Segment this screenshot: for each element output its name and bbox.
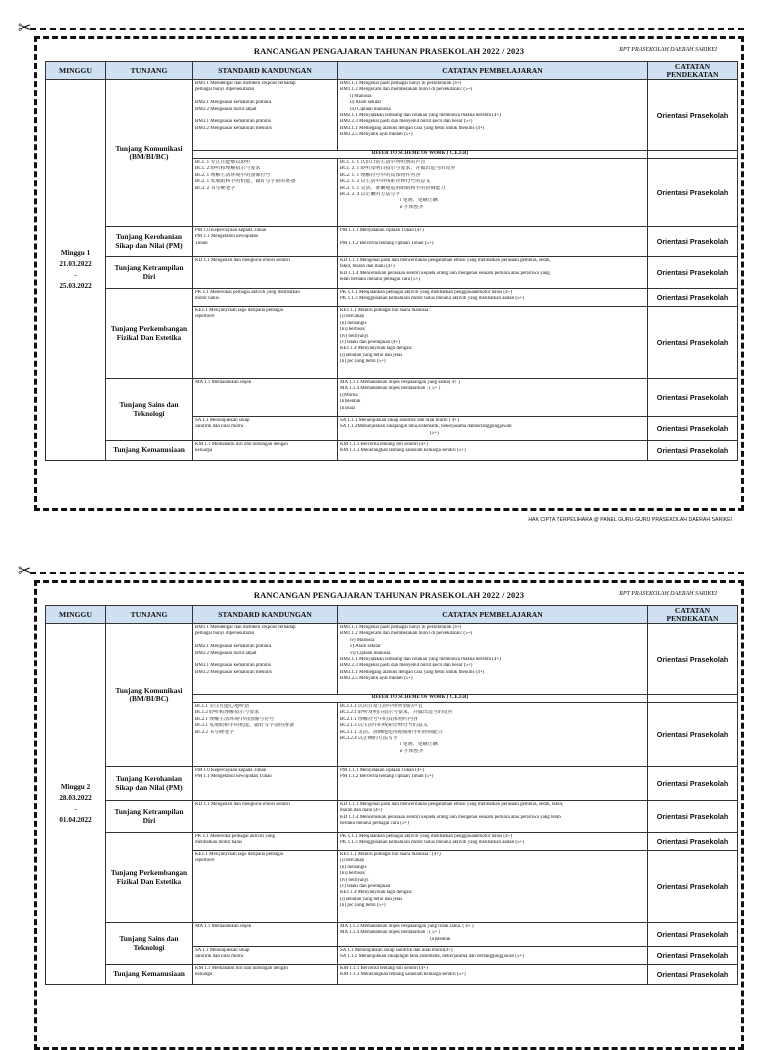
cell-line: BC2.1.3 以生活中的线索诠释符号的意义 [340,723,428,729]
tunjang-komunikasi: Tunjang Komunikasi (BM/BI/BC) [106,624,193,767]
pendekatan-cell: Orientasi Prasekolah [648,801,738,833]
sheet-code: RPT PRASEKOLAH DAERAH SARIKEI [619,47,717,53]
standard-cell [193,379,338,417]
cell-line: SA 1.1.2 Menunjukkan sikapingin tahu,sistematik, bekerjasama dan bertanggungjawab (5+) [340,954,524,960]
cell-line: BM2.2.3 Mengenal pasti dan menyebut huruf kecil dan besar (5+) [340,119,473,125]
cell-line: PK 1.1.1 Menjalankan pelbagai aktiviti yang melibatkan penggunaanmotor halus (4+) [340,834,513,839]
header-minggu: MINGGU [46,606,106,624]
cell-line: BC3.1.1 灵活、准确地运用眼睛和手的协调能力 [340,729,443,735]
catatan-cell [338,703,648,767]
cell-line: ⅰ 笔画、笔顺正确 [400,742,438,748]
cell-line: saintifik dan nilai murni [195,954,244,960]
cell-line: KD 1.1.4 Mencetuskan perasaan sendiri kepada orang lain mengenai sesuatu perkara atau peristiwa yang [340,270,550,276]
cell-line: motor halus. [195,296,220,302]
pendekatan-cell: Orientasi Prasekolah [648,307,738,379]
cell-line: v) Alam sekitar [350,644,381,650]
pendekatan-cell: Orientasi Prasekolah [648,767,738,801]
cell-line: KM 1.1 Memahami diri dan hubungan dengan [195,966,288,971]
pendekatan-cell: Orientasi Prasekolah [648,257,738,289]
cell-line: saintifik dan nilai murni [195,424,244,430]
cell-line: (i) sebutan yang betul dan jelas [340,352,403,358]
plan-sheet-2 [34,580,744,1050]
table-row [46,767,738,801]
week-dash: - [74,271,77,279]
standard-cell [193,227,338,257]
cell-line: (ii) pic yang betul (5+) [340,903,386,909]
cell-line: BC1. 2 聆听和理解指示与要求 [195,166,261,172]
cell-line: BM3.1 Menguasai kemahiran pratulis [195,119,271,125]
standard-cell [193,307,338,379]
pendekatan-cell: Orientasi Prasekolah [648,851,738,923]
cell-line: KM 1.1.1 Bercerita tentang diri sendiri (4+) [340,442,428,447]
cell-line: KM 1.1.3 Menerangkan tentang salasilah keluarga sendiri (5+) [340,972,466,978]
cell-line: (i) bercakap [340,314,365,320]
tunjang-ketrampilan: Tunjang Ketrampilan Diri [106,801,193,833]
cefr-reference: REFER TO SCHEME OF WORK ( C.E.F.R) [193,695,648,703]
table-row [46,257,738,289]
table-row [46,227,738,257]
tunjang-ketrampilan: Tunjang Ketrampilan Diri [106,257,193,289]
standard-cell [193,80,338,151]
cell-line: KD 1.1.1 Mengenal pasti dan menceritakan pengalaman emosi yang melibatkan perasaan gembira, sedih, [340,258,551,263]
week-cell [46,80,106,461]
cell-line: BC2.1.1 理解符号中的具体物件内容 [340,716,418,722]
catatan-cell [338,947,648,965]
cell-line: keluarga [195,448,213,454]
cell-line: BM3.1.1 Memegang alatulis dengan cara yang betul untuk menulis (4+) [340,125,485,131]
cell-line: BM1.1 Mendengar dan memberi respons terhadap [195,625,296,630]
cell-line: BC1. 1 专注且能够以聆听 [195,160,251,165]
standard-cell [193,417,338,441]
cell-line: KE1.1.1 Meniru pelbagai ton suara manusia : (4+) [340,852,441,857]
cell-line: SA 1.1.1 Menunjukkan sikap saintifik dan nilai murni ( 4+) [340,418,459,423]
cell-line: (ii) pic yang betul (5+) [340,359,386,365]
cell-line: BM1.1.1 Mengenal pasti pelbagai bunyi di persekitaran (4+) [340,625,462,630]
cell-line: iii) Ciptaan manusia [350,106,391,112]
cell-line: BM2.1 Menguasai kemahiran prabaca [195,644,272,650]
plan-sheet-1 [34,36,744,511]
pendekatan-cell: Orientasi Prasekolah [648,417,738,441]
cell-line: (ii) menangis [340,864,367,870]
cell-line: melibatkan motor halus [195,840,243,846]
cell-line: KM 1.1 Memahami diri dan hubungan dengan [195,442,288,447]
cell-line: KD 1.1 Mengenali dan mengurus emosi sendiri [195,802,290,807]
catatan-cell [338,257,648,289]
cell-line: iv) Manusia [350,637,375,643]
cell-line: PM 1.1.2 Bercerita tentang ciptaan Tuhan (5+) [340,240,434,246]
standard-cell [193,257,338,289]
pendekatan-cell: Orientasi Prasekolah [648,441,738,461]
table-row [46,441,738,461]
cell-line: (iii)saiz [340,405,356,411]
plan-table [45,605,738,985]
cell-line: KE1.1 Menyanyikan lagu daripada pelbagai [195,308,284,313]
table-row [46,379,738,417]
cell-line: BM3.2.5 Menyalin ayat mudah (5+) [340,132,413,138]
standard-cell [193,624,338,695]
pendekatan-cell [648,151,738,159]
cut-line [30,28,744,30]
cell-line: BM3.2 Menguasai kemahiran menulis [195,669,272,675]
scissors-icon: ✂ [18,18,32,37]
tunjang-kemanusiaan: Tunjang Kemanusiaan [106,441,193,461]
cell-line: repertoire [195,858,215,864]
tunjang-sains: Tunjang Sains dan Teknologi [106,379,193,441]
pendekatan-cell: Orientasi Prasekolah [648,227,738,257]
catatan-cell [338,227,648,257]
header-catatan: CATATAN PEMBELAJARAN [338,606,648,624]
cell-line: BC2. 1. 1 理解符号中的具体物件内容 [340,172,421,178]
pendekatan-cell: Orientasi Prasekolah [648,289,738,307]
pendekatan-cell: Orientasi Prasekolah [648,923,738,947]
cell-line: MA 1.1.4 Memadankan objek berdasarkan : ( 5+ ) [340,386,441,392]
catatan-cell [338,923,648,947]
cell-line: Tuhan [195,240,208,246]
table-row [46,965,738,985]
pendekatan-cell: Orientasi Prasekolah [648,379,738,417]
cell-line: (iii) berbisik [340,327,365,333]
week-label: Minggu 2 [60,783,91,791]
pendekatan-cell: Orientasi Prasekolah [648,947,738,965]
table-row [46,624,738,695]
cell-line: BM2.1.1 Menyatakan lambang dan cetakan yang membawa makna tertentu (4+) [340,657,501,663]
cell-line: (ii)Bentuk [430,936,451,942]
table-row [46,80,738,151]
standard-cell [193,159,338,227]
cell-line: pelbagai bunyi dipersekitaran [195,631,255,637]
standard-cell [193,441,338,461]
week-label: Minggu 1 [60,249,91,257]
cell-line: BM2.2 Menguasai huruf abjad [195,106,257,112]
week-end: 25.03.2022 [59,282,92,290]
cell-line: PM 1.1 Mengetahui kewujudan Tuhan [195,774,272,780]
cell-line: (i) bercakap [340,858,365,864]
standard-cell [193,801,338,833]
cell-line: (ii) menangis [340,320,367,326]
cell-line: KM 1.1.3 Menerangkan tentang salasilah keluarga sendiri (5+) [340,448,466,454]
pendekatan-cell: Orientasi Prasekolah [648,159,738,227]
tunjang-sains: Tunjang Sains dan Teknologi [106,923,193,965]
plan-table [45,61,738,461]
standard-cell [193,767,338,801]
cell-line: BC2. 1 理解生活环境中的图像符号 [195,172,271,178]
cell-line: BM2.1 Menguasai kemahiran prabaca [195,100,272,106]
table-row [46,289,738,307]
cell-line: KE1.1.1 Meniru pelbagai ton suara manusia : [340,308,431,313]
cell-line: BM3.1.1 Memegang alatulis dengan cara yang betul untuk menulis (4+) [340,669,485,675]
cell-line: KD 1.1.4 Mencetuskan perasaan sendiri kepada orang lain mengenai sesuatu perkara atau peristiwa yang telah [340,814,561,820]
catatan-cell [338,417,648,441]
standard-cell [193,833,338,851]
week-end: 01.04.2022 [59,816,92,824]
cell-line: vi) Ciptaan manusia [350,650,391,656]
cell-line: (v) lelaki dan perempuan [340,884,391,890]
cell-line: PM 1.1.2 Bercerita tentang ciptaan Tuhan (5+) [340,774,434,780]
tunjang-kerohanian: Tunjang Kerohanian Sikap dan Nilai (PM) [106,227,193,257]
cell-line: PM 1.1.1 Menyatakan ciptaan Tuhan (4+) [340,228,424,233]
cell-line: BM3.2 Menguasai kemahiran menulis [195,125,272,131]
cell-line: BC2.1 理解生活环境中的图像与符号 [195,716,275,722]
tunjang-kemanusiaan: Tunjang Kemanusiaan [106,965,193,985]
week-cell [46,624,106,985]
cell-line: (5+) [430,430,439,436]
table-header-row [46,606,738,624]
cell-line: BM1.1.2 Mengecam dan membezakan bunyi di persekitaran: (5+) [340,631,473,637]
cell-line: i) Manusia [350,93,372,99]
cell-line: BM3.1 Menguasai kemahiran pratulis [195,663,271,669]
cell-line: BC3. 2. 4 以正确的方法写字 [340,192,401,198]
tunjang-kerohanian: Tunjang Kerohanian Sikap dan Nilai (PM) [106,767,193,801]
standard-cell [193,965,338,985]
catatan-cell [338,80,648,151]
standard-cell [193,923,338,947]
sheet-code: RPT PRASEKOLAH DAERAH SARIKEI [619,591,717,597]
catatan-cell [338,851,648,923]
table-row [46,923,738,947]
cell-line: pelbagai bunyi dipersekitaran [195,87,255,93]
cell-line: telah berlaku melalui pelbagai cara (5+) [340,277,420,283]
cell-line: SA 1.1.2Menunjukkan sikapingin tahu,sistematik, bekerjasama danbertanggungjawab [340,424,512,430]
cell-line: PK 1.1.3 Menggunakan kemahiran motor halus melalui aktiviti yang melibatkan alatan (5+) [340,296,525,302]
cell-line: MA 1.1.4 Memadankan objek berdasarkan : ( 5+ ) [340,930,441,936]
tunjang-fizikal: Tunjang Perkembangan Fizikal Dan Estetika [106,289,193,379]
cell-line: repertoire [195,314,215,320]
catatan-cell [338,833,648,851]
cell-line: keluarga [195,972,213,978]
cell-line: BC3.2 书写硬笔字 [195,729,235,735]
cell-line: PK 1.1.3 Menggunakan kemahiran motor halus melalui aktiviti yang melibatkan alatan (5+) [340,840,525,846]
cell-line: BC3.1 发展眼和手的机能，做好写字前的准备 [195,723,295,729]
cell-line: PM 1.0 Kepercayaan kepada Tuhan [195,768,267,773]
cell-line: BC3.2.4 以正确的方法写字 [340,736,398,742]
cell-line: (ii)Bentuk [340,399,361,405]
cell-line: PM 1.0 Kepercayaan kepada Tuhan [195,228,267,233]
cell-line: BC1. 2. 1 聆听及明白指示与要求，并做出适当的反应 [340,166,456,172]
cell-line: (iv) bernyanyi [340,333,369,339]
week-start: 21.03.2022 [59,260,92,268]
header-tunjang: TUNJANG [106,62,193,80]
sheet-title: RANCANGAN PENGAJARAN TAHUNAN PRASEKOLAH 2022 / 2023 [253,590,525,600]
cell-line: ⅰ 笔画、笔顺正确 [400,198,438,204]
standard-cell [193,851,338,923]
cell-line: marah dan malu (4+) [340,808,383,814]
catatan-cell [338,624,648,695]
catatan-cell [338,307,648,379]
tunjang-fizikal: Tunjang Perkembangan Fizikal Dan Estetika [106,833,193,923]
cell-line: BM2.2.3 Mengenal pasti dan menyebut huruf kecil dan besar (5+) [340,663,473,669]
cell-line: (iii) berbisik [340,871,365,877]
cell-line: BC1.2 聆听和理解指示与要求 [195,710,260,716]
table-row [46,833,738,851]
cell-line: (iv) bernyanyi [340,877,369,883]
week-dash: - [74,805,77,813]
cell-line: BC2. 1. 3 以生活中的线索诠释符号的意义 [340,179,431,185]
catatan-cell [338,767,648,801]
cell-line: BM1.1 Mendengar dan memberi respons terhadap [195,81,296,86]
catatan-cell [338,159,648,227]
cell-line: MA 1.1 Memadankan objek [195,380,252,385]
cell-line: BM1.1.2 Mengecam dan membezakan bunyi di persekitaran: (5+) [340,87,473,93]
catatan-cell [338,289,648,307]
header-pendekatan: CATATAN PENDEKATAN [648,606,738,624]
cell-line: (v) lelaki dan perempuan (4+) [340,340,401,346]
tunjang-komunikasi: Tunjang Komunikasi (BM/BI/BC) [106,80,193,227]
pendekatan-cell: Orientasi Prasekolah [648,833,738,851]
cell-line: KD 1.1 Mengenali dan mengurus emosi sendiri [195,258,290,263]
header-catatan: CATATAN PEMBELAJARAN [338,62,648,80]
catatan-cell [338,801,648,833]
cell-line: BC1. 1. 1 认识日常生活中所听到的声音 [340,160,426,165]
cut-line [30,572,744,574]
cell-line: PK 1.1.1 Menjalankan pelbagai aktiviti yang melibatkan penggunaanmotor halus (4+) [340,290,513,295]
cell-line: BC1.1 专注且能心地听话 [195,704,250,709]
standard-cell [193,947,338,965]
cell-line: (i)Warna [340,392,358,398]
week-start: 28.03.2022 [59,794,92,802]
header-minggu: MINGGU [46,62,106,80]
header-tunjang: TUNJANG [106,606,193,624]
cell-line: PM 1.1.1 Menyatakan ciptaan Tuhan (4+) [340,768,424,773]
cell-line: takut, marah dan malu (4+) [340,264,395,270]
cell-line: KD 1.1.1 Mengenal pasti dan menceritakan pengalaman emosi yang melibatkan perasaan gembira, sedih, takut, [340,802,564,807]
cell-line: SA 1.1 Menunjukkan sikap saintifik dan nilai murni(4+) [340,948,453,953]
cell-line: (i) sebutan yang betul dan jelas [340,896,403,902]
cell-line: PK 1.1 Menerokai pelbagai aktiviti yang melibatkan [195,290,300,295]
pendekatan-cell [648,695,738,703]
cell-line: ⅱ 字体整齐 [400,204,424,210]
pendekatan-cell: Orientasi Prasekolah [648,624,738,695]
header-standard: STANDARD KANDUNGAN [193,606,338,624]
cell-line: KE1.1.4 Menyanyikan lagu dengan: [340,890,413,896]
pendekatan-cell: Orientasi Prasekolah [648,703,738,767]
cell-line: ⅱ 字体整齐 [400,748,424,754]
cell-line: PM 1.1 Mengetahui kewujudan [195,234,259,240]
scissors-icon: ✂ [18,561,32,580]
cell-line: SA 1.1 Menunjukkan sikap [195,418,250,423]
cell-line: BC3. 2 书写硬笔字 [195,185,236,191]
catatan-cell [338,441,648,461]
cell-line: SA 1.1 Menunjukkan sikap [195,948,250,953]
table-row [46,801,738,833]
cefr-reference: REFER TO SCHEME OF WORK ( C.E.F.R) [193,151,648,159]
cell-line: MA 1.1 Memadankan objek [195,924,252,929]
cell-line: BC2. 1 发展眼和手的机能，做好写字前的准备 [195,179,296,185]
cell-line: MA 1.1.2 Memadankan objek berpasangan yang tidak sama. ( 4+ ) [340,924,474,929]
cell-line: berlaku melalui pelbagai cara (5+) [340,821,409,827]
table-header-row [46,62,738,80]
standard-cell [193,703,338,767]
cell-line: BC3. 1. 1 灵活、准确地运用眼睛和手的协调能力 [340,185,446,191]
catatan-cell [338,965,648,985]
standard-cell [193,289,338,307]
header-pendekatan: CATATAN PENDEKATAN [648,62,738,80]
cell-line: ii) Alam sekitar [350,100,382,106]
cell-line: BM3.2.5 Menyalin ayat mudah (5+) [340,676,413,682]
cell-line: BC1.1.1 认识日常生活中所听到的声音 [340,704,423,709]
sheet-title: RANCANGAN PENGAJARAN TAHUNAN PRASEKOLAH 2022 / 2023 [253,46,525,56]
header-standard: STANDARD KANDUNGAN [193,62,338,80]
pendekatan-cell: Orientasi Prasekolah [648,965,738,985]
cell-line: MA 1.1.1 Memadankan objek berpasangan yang sama( 4+ ) [340,380,460,385]
cell-line: KM 1.1.1 Bercerita tentang diri sendiri (4+) [340,966,428,971]
copyright-footer: HAK CIPTA TERPELIHARA @ PANEL GURU-GURU PRASEKOLAH DAERAH SARIKEI [528,517,732,523]
cell-line: KE1.1.4 Menyanyikan lagu dengan: [340,346,413,352]
cell-line: BM2.2 Menguasai huruf abjad [195,650,257,656]
catatan-cell [338,379,648,417]
cell-line: BM2.1.1 Menyatakan lambang dan cetakan yang membawa makna tertentu (4+) [340,113,501,119]
cell-line: BM1.1.1 Mengenal pasti pelbagai bunyi di persekitaran (4+) [340,81,462,86]
cell-line: PK 1.1 Meneroka pelbagai aktiviti yang [195,834,275,839]
cell-line: BC1.2.1 聆听及明白指示与要求，并做出适当的反应 [340,710,453,716]
cell-line: KE1.1 Menyanyikan lagu daripada pelbagai [195,852,284,857]
pendekatan-cell: Orientasi Prasekolah [648,80,738,151]
